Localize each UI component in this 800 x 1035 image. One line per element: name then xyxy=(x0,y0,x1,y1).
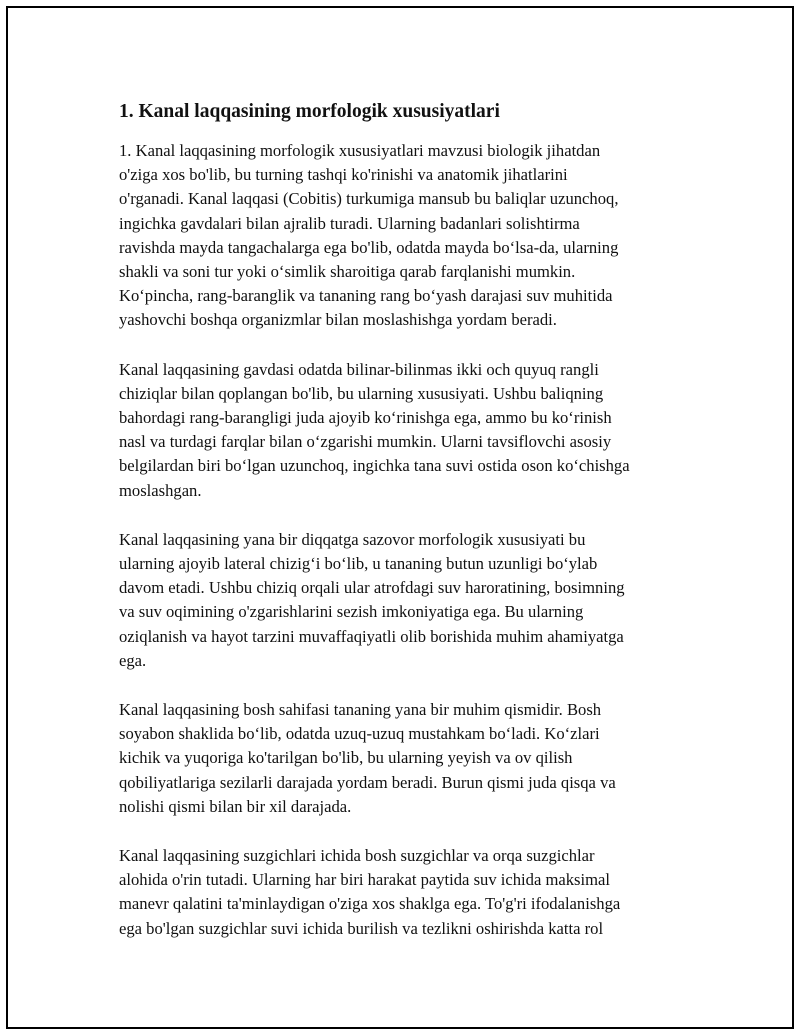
text-line: ularning ajoyib lateral chizig‘i bo‘lib, u tananing butun uzunligi bo‘ylab xyxy=(119,554,598,574)
text-line: Kanal laqqasining bosh sahifasi tananing yana bir muhim qismidir. Bosh xyxy=(119,700,602,720)
paragraph-list xyxy=(119,139,699,941)
text-line: oziqlanish va hayot tarzini muvaffaqiyatli olib borishida muhim ahamiyatga xyxy=(119,626,624,646)
text-line: kichik va yuqoriga ko'tarilgan bo'lib, bu ularning yeyish va ov qilish xyxy=(119,748,573,768)
text-line: bahordagi rang-barangligi juda ajoyib ko‘rinishga ega, ammo bu ko‘rinish xyxy=(119,408,612,428)
text-line: nasl va turdagi farqlar bilan o‘zgarishi mumkin. Ularni tavsiflovchi asosiy xyxy=(119,432,612,452)
text-line: Kanal laqqasining yana bir diqqatga sazovor morfologik xususiyati bu xyxy=(119,529,586,549)
text-line: davom etadi. Ushbu chiziq orqali ular atrofdagi suv haroratining, bosimning xyxy=(119,578,625,598)
text-line: Kanal laqqasining gavdasi odatda bilinar-bilinmas ikki och quyuq rangli xyxy=(119,359,599,379)
text-line: yashovchi boshqa organizmlar bilan moslashishga yordam beradi. xyxy=(119,310,557,330)
paragraph xyxy=(119,528,699,673)
text-line: nolishi qismi bilan bir xil darajada. xyxy=(119,796,352,816)
text-line: manevr qalatini ta'minlaydigan o'ziga xos shaklga ega. To'g'ri ifodalanishga xyxy=(119,894,621,914)
text-line: soyabon shaklida bo‘lib, odatda uzuq-uzuq mustahkam bo‘ladi. Ko‘zlari xyxy=(119,724,600,744)
paragraph xyxy=(119,844,699,941)
text-line: ega bo'lgan suzgichlar suvi ichida burilish va tezlikni oshirishda katta rol xyxy=(119,918,604,938)
text-line: 1. Kanal laqqasining morfologik xususiyatlari mavzusi biologik jihatdan xyxy=(119,141,601,160)
section-heading: 1. Kanal laqqasining morfologik xususiyatlari xyxy=(119,101,500,122)
text-line: ravishda mayda tangachalarga ega bo'lib, odatda mayda bo‘lsa-da, ularning xyxy=(119,237,619,257)
text-line: ingichka gavdalari bilan ajralib turadi. Ularning badanlari solishtirma xyxy=(119,213,580,233)
paragraph xyxy=(119,358,699,503)
text-line: shakli va soni tur yoki o‘simlik sharoitiga qarab farqlanishi mumkin. xyxy=(119,262,576,282)
text-line: belgilardan biri bo‘lgan uzunchoq, ingichka tana suvi ostida oson ko‘chishga xyxy=(119,456,630,476)
text-line: ega. xyxy=(119,650,147,670)
text-line: qobiliyatlariga sezilarli darajada yordam beradi. Burun qismi juda qisqa va xyxy=(119,772,616,792)
text-line: o'rganadi. Kanal laqqasi (Cobitis) turkumiga mansub bu baliqlar uzunchoq, xyxy=(119,189,619,209)
text-line: chiziqlar bilan qoplangan bo'lib, bu ularning xususiyati. Ushbu baliqning xyxy=(119,383,604,403)
page-frame xyxy=(6,6,794,1029)
text-line: o'ziga xos bo'lib, bu turning tashqi ko'rinishi va anatomik jihatlarini xyxy=(119,165,568,185)
text-line: Ko‘pincha, rang-baranglik va tananing rang bo‘yash darajasi suv muhitida xyxy=(119,286,613,306)
text-line: alohida o'rin tutadi. Ularning har biri harakat paytida suv ichida maksimal xyxy=(119,870,610,890)
text-line: va suv oqimining o'zgarishlarini sezish imkoniyatiga ega. Bu ularning xyxy=(119,602,584,622)
document-body xyxy=(119,99,699,966)
text-line: moslashgan. xyxy=(119,480,202,500)
text-line: Kanal laqqasining suzgichlari ichida bosh suzgichlar va orqa suzgichlar xyxy=(119,846,595,866)
paragraph xyxy=(119,139,699,333)
paragraph xyxy=(119,698,699,819)
